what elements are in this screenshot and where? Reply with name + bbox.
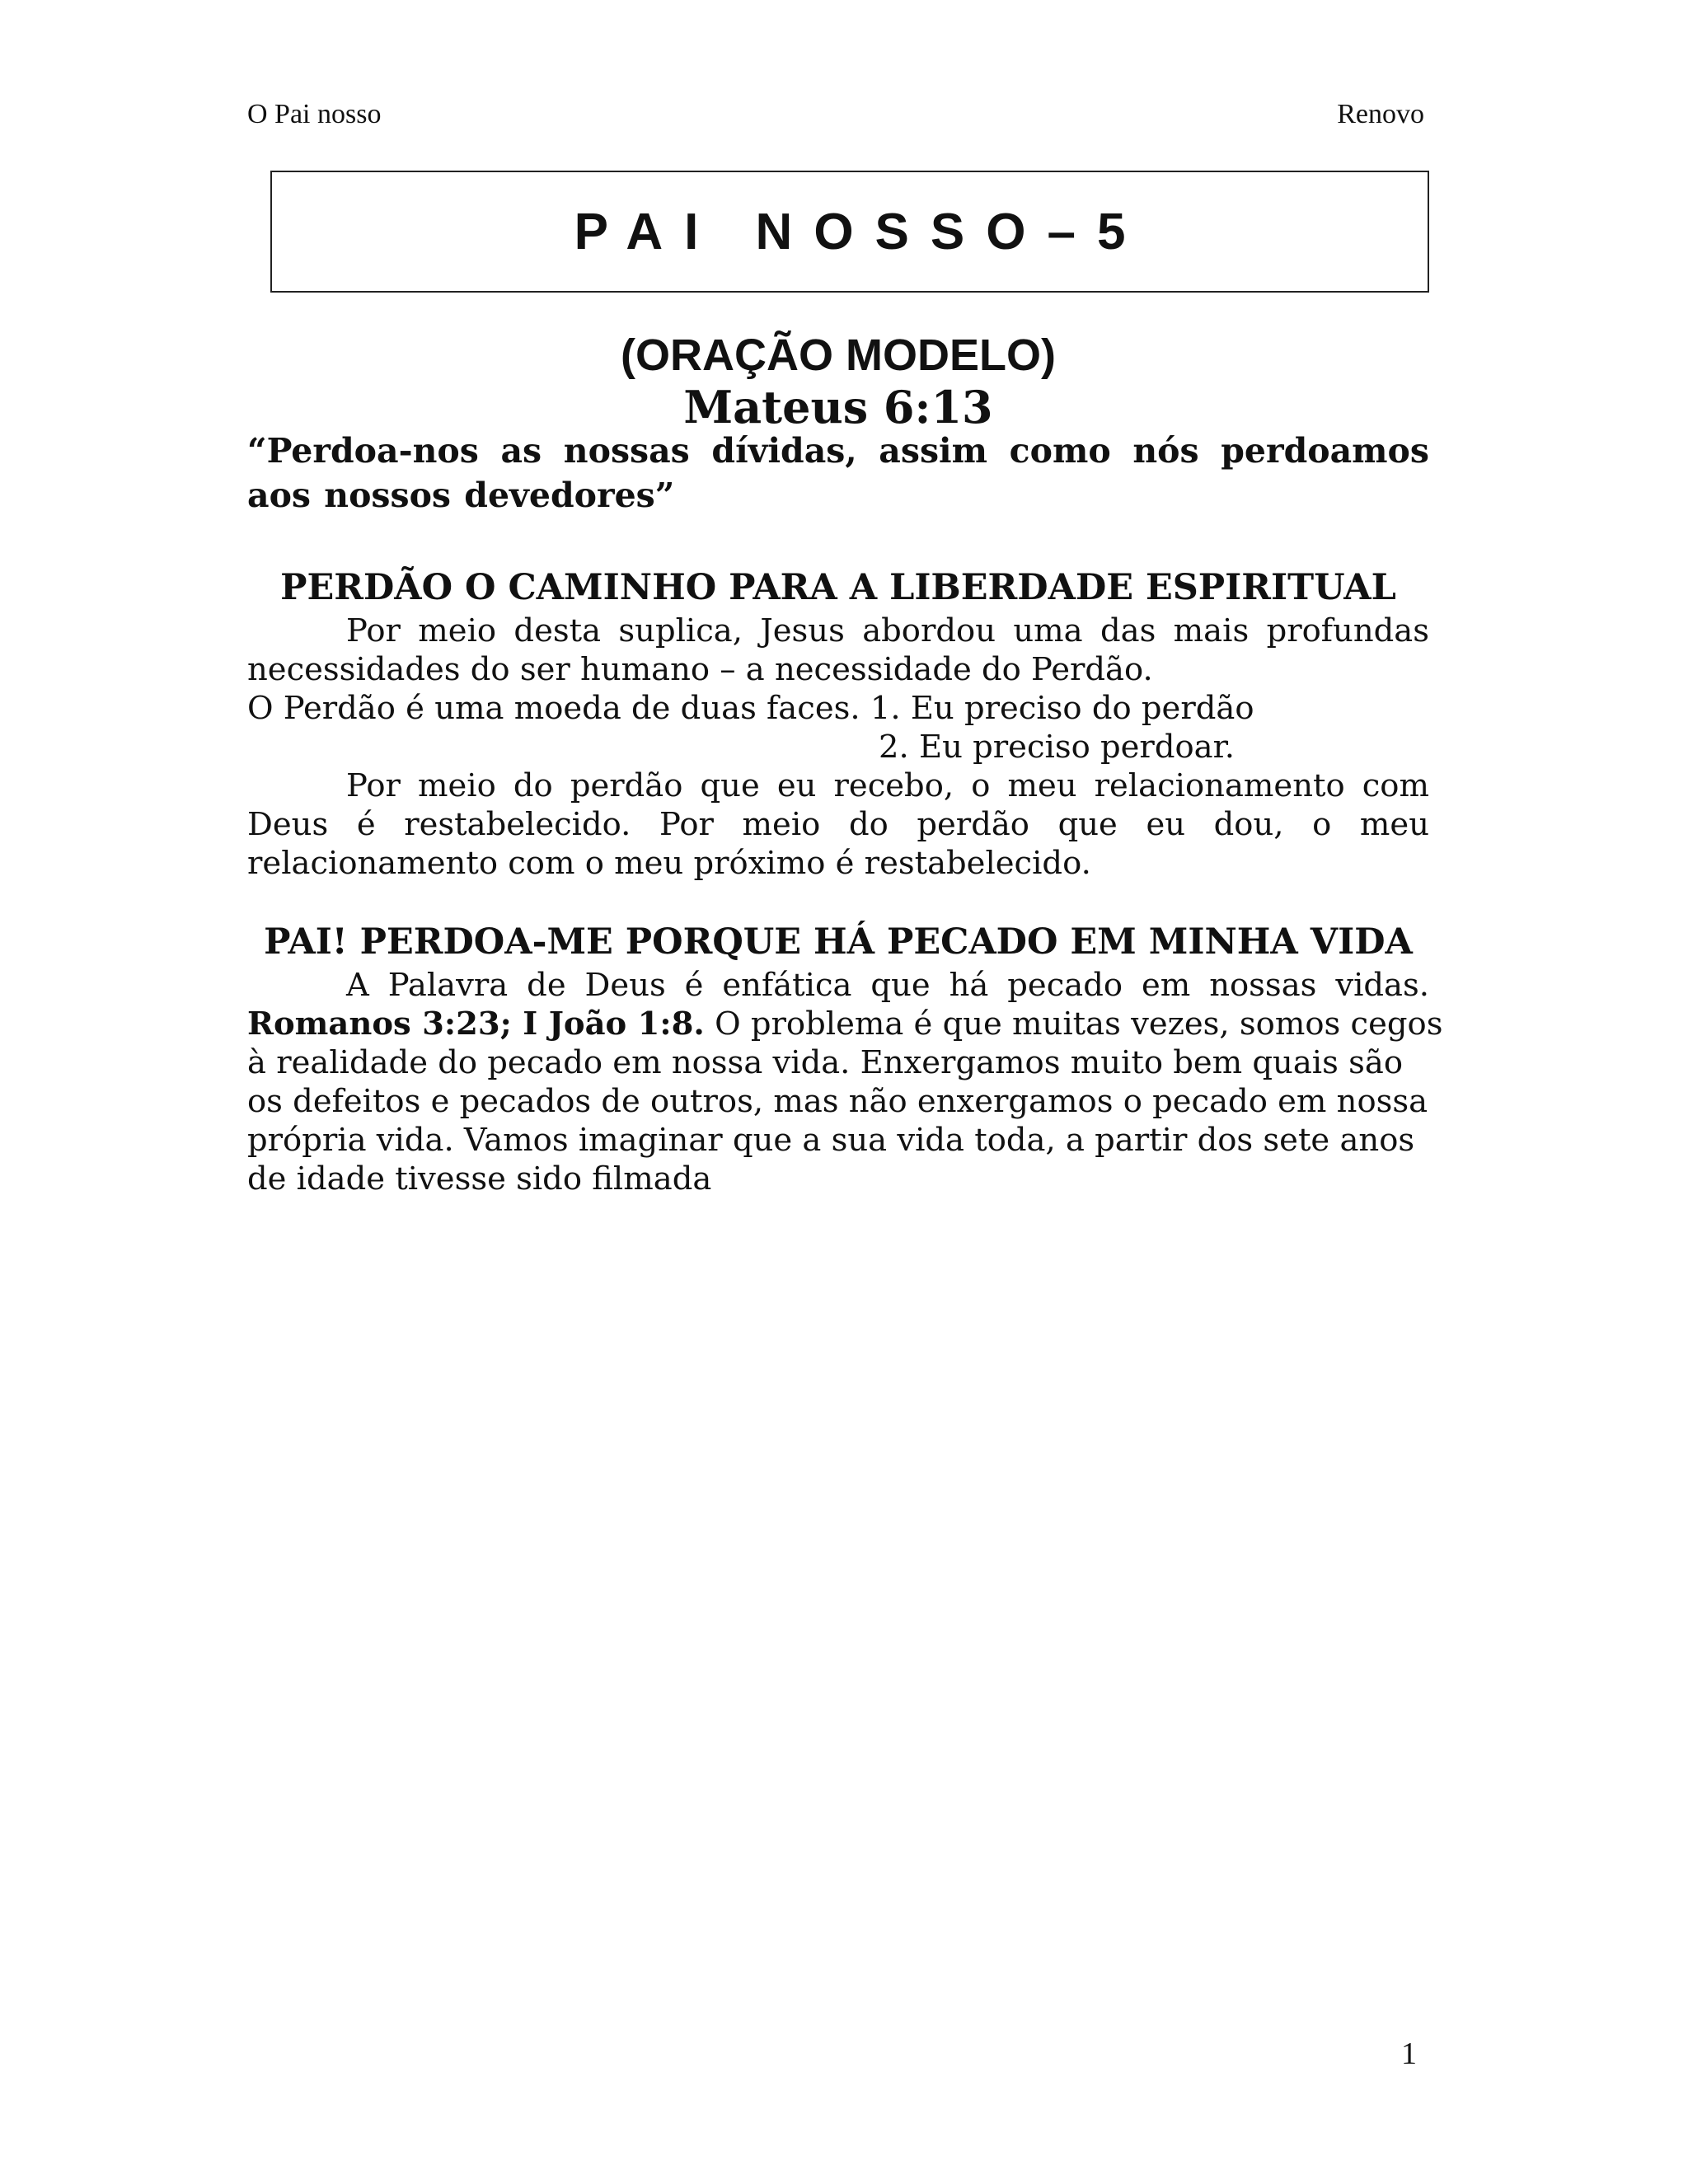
paragraph-line: relacionamento com o meu próximo é restabelecido. [247, 845, 1091, 882]
paragraph-line: Por meio desta suplica, Jesus abordou uma das mais profundas [346, 612, 1429, 649]
paragraph-line: necessidades do ser humano – a necessidade do Perdão. [247, 651, 1153, 688]
paragraph-line: de idade tivesse sido filmada [247, 1160, 712, 1197]
section-1-body [247, 612, 1429, 883]
paragraph-line: à realidade do pecado em nossa vida. Enxergamos muito bem quais são [247, 1044, 1403, 1081]
page-header [247, 99, 1424, 130]
bible-citation: Romanos 3:23; I João 1:8. [247, 1005, 705, 1043]
paragraph-line: A Palavra de Deus é enfática que há pecado em nossas vidas. [346, 967, 1429, 1004]
paragraph-line [247, 1005, 1443, 1043]
document-title: PAI NOSSO–5 [574, 203, 1147, 260]
paragraph-text: O problema é que muitas vezes, somos cegos [704, 1005, 1443, 1043]
section-heading-1: PERDÃO O CAMINHO PARA A LIBERDADE ESPIRITUAL [280, 567, 1396, 608]
paragraph-line: Deus é restabelecido. Por meio do perdão que eu dou, o meu [247, 806, 1429, 843]
header-left-text: O Pai nosso [247, 99, 382, 129]
paragraph-line: os defeitos e pecados de outros, mas não enxergamos o pecado em nossa [247, 1083, 1428, 1120]
section-heading-2: PAI! PERDOA-ME PORQUE HÁ PECADO EM MINHA VIDA [264, 921, 1413, 963]
paragraph-line: própria vida. Vamos imaginar que a sua vida toda, a partir dos sete anos [247, 1122, 1415, 1159]
scripture-quote: “Perdoa-nos as nossas dívidas, assim como nós perdoamos aos nossos devedores” [247, 431, 1429, 515]
page-number: 1 [1401, 2036, 1417, 2071]
paragraph-line: O Perdão é uma moeda de duas faces. 1. Eu preciso do perdão [247, 690, 1254, 727]
title-box [270, 171, 1429, 293]
scripture-reference: Mateus 6:13 [683, 381, 993, 434]
section-2-body [247, 966, 1443, 1198]
header-right-text: Renovo [1337, 99, 1424, 129]
paragraph-line: 2. Eu preciso perdoar. [879, 729, 1236, 766]
paragraph-line: Por meio do perdão que eu recebo, o meu relacionamento com [346, 767, 1429, 804]
subtitle: (ORAÇÃO MODELO) [621, 330, 1056, 380]
